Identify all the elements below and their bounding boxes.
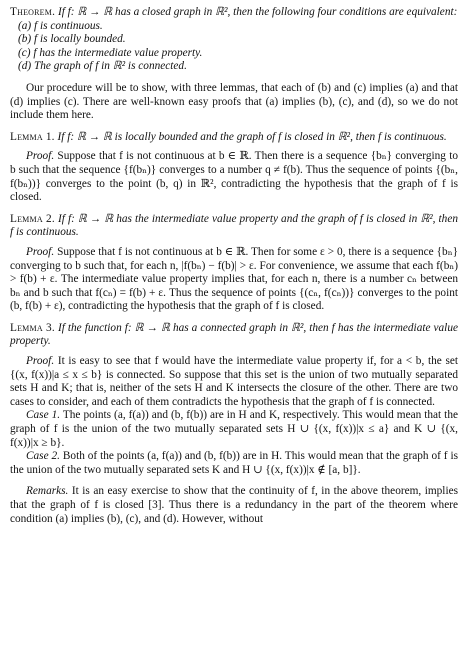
- remarks-label: Remarks.: [26, 485, 69, 498]
- lemma2-statement-paragraph: [10, 213, 458, 240]
- theorem-paragraph: [10, 6, 458, 20]
- lemma2-proof-text: Suppose that f is not continuous at b ∈ ℝ. Then for some ε > 0, there is a sequence {bₙ} converging to b such that, for each n, |f(bₙ) − f(b)| > ε. For convenience, we assume that each f(bₙ) > f(b) + ε. The intermediate value property implies that, for each n, there is a number cₙ between bₙ and b such that f(cₙ) = f(b) + ε. Thus the sequence of points {(cₙ, f(cₙ))} converges to the point (b, f(b) + ε), contradicting the hypothesis that the graph of f is closed.: [10, 245, 459, 313]
- lemma3-proof-label: Proof.: [26, 355, 55, 368]
- theorem-statement: If f: ℝ → ℝ has a closed graph in ℝ², then the following four conditions are equivalent:: [57, 6, 458, 18]
- lemma3-proof-text: It is easy to see that f would have the intermediate value property if, for a < b, the set {(x, f(x))|a ≤ x ≤ b} is connected. So suppose that this set is the union of two mutually separated sets H and K; that is, neither of the sets H and K intersects the closure of the other. There are two cases to consider, and each of them contradicts the hypothesis that the graph of f is connected.: [10, 355, 459, 408]
- lemma3-statement: If the function f: ℝ → ℝ has a connected graph in ℝ², then f has the intermediate value property.: [10, 321, 458, 348]
- lemma3-statement-paragraph: [10, 322, 458, 349]
- case1-label: Case 1.: [26, 409, 61, 422]
- condition-b: (b) f is locally bounded.: [18, 33, 126, 46]
- case1-text: The points (a, f(a)) and (b, f(b)) are in H and K, respectively. This would mean that the graph of f is the union of the two mutually separated sets H ∪ {(x, f(x))|x ≤ a} and K ∪ {(x, f(x))|x ≥ b}.: [10, 409, 458, 449]
- lemma1-label: Lemma 1.: [10, 130, 55, 143]
- lemma2-proof-paragraph: [10, 246, 458, 314]
- lemma1-statement: If f: ℝ → ℝ is locally bounded and the graph of f is closed in ℝ², then f is continuous.: [57, 130, 447, 143]
- lemma1-proof-label: Proof.: [26, 150, 55, 163]
- lemma3-case1-paragraph: [10, 409, 458, 450]
- theorem-label: Theorem.: [10, 6, 56, 18]
- condition-a: (a) f is continuous.: [18, 19, 103, 32]
- case2-text: Both of the points (a, f(a)) and (b, f(b)) are in H. This would mean that the graph of f is the union of the two mutually separated sets K and H ∪ {(x, f(x))|x ∉ [a, b]}.: [10, 450, 458, 476]
- lemma1-proof-text: Suppose that f is not continuous at b ∈ ℝ. Then there is a sequence {bₙ} converging to b such that the sequence {f(bₙ)} converges to a number q ≠ f(b). Thus the sequence of points {(bₙ, f(bₙ))} converges to the point (b, q) in ℝ², contradicting the hypothesis that the graph of f is closed.: [10, 150, 458, 204]
- condition-list: [18, 20, 458, 74]
- condition-c: (c) f has the intermediate value property.: [18, 46, 203, 59]
- case2-label: Case 2.: [26, 450, 60, 463]
- intro-paragraph: Our procedure will be to show, with three lemmas, that each of (b) and (c) implies (a) and that (d) implies (c). There are well-known easy proofs that (a) implies (b), (c), and (d), so we do not include them here.: [10, 81, 458, 122]
- lemma3-label: Lemma 3.: [10, 321, 55, 334]
- lemma2-statement: If f: ℝ → ℝ has the intermediate value property and the graph of f is closed in ℝ², then f is continuous.: [10, 212, 458, 239]
- lemma2-proof-label: Proof.: [26, 245, 55, 258]
- remarks-paragraph: [10, 485, 458, 526]
- condition-d: (d) The graph of f in ℝ² is connected.: [18, 60, 187, 73]
- lemma1-proof-paragraph: [10, 150, 458, 204]
- lemma2-label: Lemma 2.: [10, 212, 55, 225]
- lemma1-statement-paragraph: [10, 131, 458, 145]
- remarks-text: It is an easy exercise to show that the continuity of f, in the above theorem, implies that the graph of f is closed [3]. Thus there is a redundancy in the part of the theorem where condition (a) implies (b), (c), and (d). However, without: [10, 485, 458, 525]
- lemma3-proof-paragraph: [10, 355, 458, 409]
- lemma3-case2-paragraph: [10, 450, 458, 477]
